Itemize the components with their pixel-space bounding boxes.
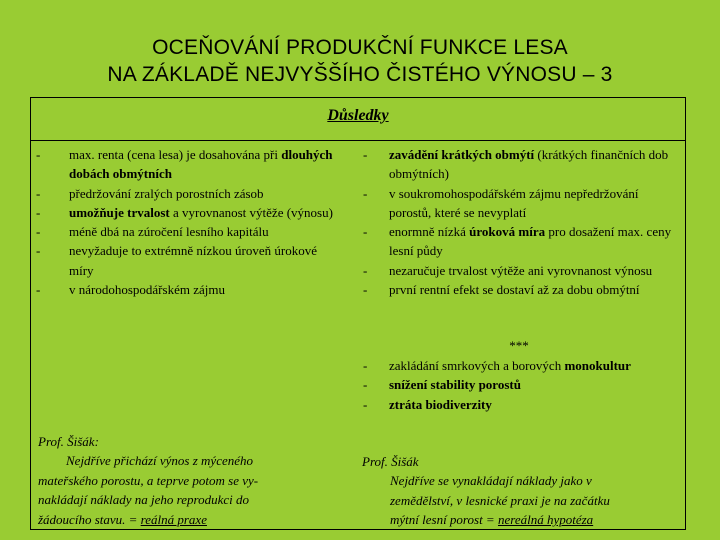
- slide-title: [0, 34, 720, 88]
- quote-left: [38, 432, 348, 529]
- quote-author: Prof. Šišák:: [38, 434, 99, 449]
- quote-line: mýtní lesní porost = nereálná hypotéza: [390, 512, 594, 528]
- conclusion: nereálná hypotéza: [497, 512, 594, 528]
- dash-bullet: [363, 222, 367, 241]
- list-item: - méně dbá na zúročení lesního kapitálu: [36, 222, 336, 241]
- dash-bullet: [363, 375, 367, 394]
- list-item: - snížení stability porostů: [363, 375, 681, 394]
- quote-line: žádoucího stavu. = reálná praxe: [38, 511, 207, 527]
- quote-line: Nejdříve se vynakládají náklady jako v: [390, 473, 592, 489]
- quote-line: mateřského porostu, a teprve potom se vy-: [38, 472, 259, 488]
- dash-bullet: [36, 203, 40, 222]
- list-item: - nevyžaduje to extrémně nízkou úroveň úrokové míry: [36, 241, 336, 280]
- separator-stars: ***: [509, 338, 529, 353]
- dash-bullet: [363, 184, 367, 203]
- list-item: - nezaručuje trvalost výtěže ani vyrovnanost výnosu: [363, 261, 681, 280]
- quote-line: zemědělství, v lesnické praxi je na začátku: [390, 492, 610, 508]
- table-header: [31, 98, 685, 141]
- header-label: Důsledky: [327, 107, 389, 124]
- dash-bullet: [363, 356, 367, 375]
- list-item: - zavádění krátkých obmýtí (krátkých finančních dob obmýtních): [363, 145, 681, 184]
- list-item: - ztráta biodiverzity: [363, 395, 681, 414]
- right-list-2: [363, 356, 681, 414]
- dash-bullet: [36, 145, 40, 164]
- quote-author: Prof. Šišák: [362, 454, 419, 469]
- quote-line: Nejdříve přichází výnos z mýceného: [66, 453, 254, 469]
- dash-bullet: [36, 241, 40, 260]
- title-line-2: NA ZÁKLADĚ NEJVYŠŠÍHO ČISTÉHO VÝNOSU – 3: [107, 63, 613, 86]
- list-item: - enormně nízká úroková míra pro dosažení max. ceny lesní půdy: [363, 222, 681, 261]
- left-list: [36, 145, 336, 299]
- quote-right: [362, 452, 682, 530]
- list-item: - v národohospodářském zájmu: [36, 280, 336, 299]
- list-item: - v soukromohospodářském zájmu nepředržování porostů, které se nevyplatí: [363, 184, 681, 223]
- dash-bullet: [36, 222, 40, 241]
- list-item: - předržování zralých porostních zásob: [36, 184, 336, 203]
- list-item: - zakládání smrkových a borových monokultur: [363, 356, 681, 375]
- list-item: - max. renta (cena lesa) je dosahována při dlouhých dobách obmýtních: [36, 145, 336, 184]
- dash-bullet: [363, 261, 367, 280]
- list-item: - první rentní efekt se dostaví až za dobu obmýtní: [363, 280, 681, 299]
- right-list: [363, 145, 681, 299]
- dash-bullet: [363, 145, 367, 164]
- list-item: - umožňuje trvalost a vyrovnanost výtěže (výnosu): [36, 203, 336, 222]
- dash-bullet: [363, 395, 367, 414]
- title-line-1: OCEŇOVÁNÍ PRODUKČNÍ FUNKCE LESA: [152, 36, 568, 59]
- quote-line: nakládají náklady na jeho reprodukci do: [38, 492, 249, 508]
- dash-bullet: [36, 184, 40, 203]
- conclusion: reálná praxe: [140, 511, 207, 527]
- dash-bullet: [363, 280, 367, 299]
- dash-bullet: [36, 280, 40, 299]
